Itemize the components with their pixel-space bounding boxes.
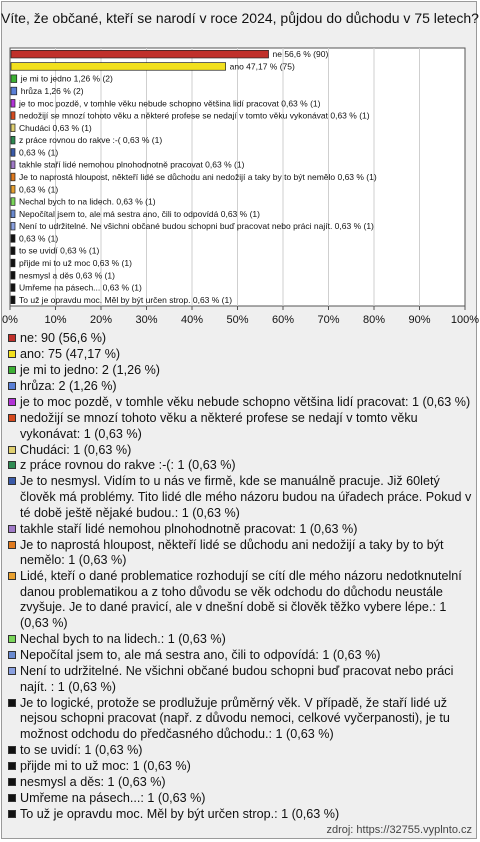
bar-label: to se uvidí 0,63 % (1) (19, 245, 100, 256)
bar (11, 210, 15, 218)
bar-label: Nechal bych to na lidech. 0,63 % (1) (19, 196, 156, 207)
bar-label: Nepočítal jsem to, ale má sestra ano, čili to odpovídá 0,63 % (1) (19, 208, 260, 219)
legend-swatch (8, 350, 16, 358)
bar-label: Umřeme na pásech... 0,63 % (1) (19, 282, 142, 293)
bar-label: je mi to jedno 1,26 % (2) (20, 73, 113, 84)
x-tick-label: 100% (450, 314, 480, 326)
legend-item (8, 538, 474, 569)
bar (11, 259, 15, 267)
legend-item (8, 458, 474, 474)
bar (11, 222, 15, 230)
bar-label: přijde mi to už moc 0,63 % (1) (19, 258, 132, 268)
x-tick-label: 70% (317, 314, 340, 326)
legend-item (8, 664, 474, 695)
bar (11, 247, 15, 255)
legend-swatch (8, 461, 16, 469)
x-tick-label: 20% (89, 314, 113, 326)
bar (11, 185, 15, 193)
legend-swatch (8, 414, 16, 422)
legend-item (8, 648, 474, 664)
bar (11, 99, 15, 107)
legend-swatch (8, 572, 16, 580)
legend-item (8, 363, 474, 379)
x-tick-label: 90% (408, 314, 431, 326)
bar (11, 161, 15, 169)
x-tick-label: 30% (135, 314, 158, 326)
legend-swatch (8, 762, 16, 770)
bar-label: Není to udržitelné. Ne všichni občané budou schopni buď pracovat nebo práci najít. 0,63 % (1) (19, 221, 374, 232)
legend-item (8, 569, 474, 631)
legend-item (8, 443, 474, 459)
bar-label: nedožijí se mnozí tohoto věku a některé profese se nedají v tomto věku vykonávat 0,63 % (1) (19, 110, 370, 121)
legend-label: Chudáci: 1 (0,63 %) (20, 442, 132, 457)
legend-label: Je to nesmysl. Vidím to u nás ve firmě, kde se manuálně pracuje. Již 60letý člověk má problémy. Tito lidé dle mého názoru budou na úřadech práce. Pokud v té době ještě nějaké budou.: 1 (0,63 %) (20, 474, 472, 520)
legend-swatch (8, 810, 16, 818)
bar (11, 173, 15, 181)
bar-label: ano 47,17 % (75) (229, 61, 295, 72)
bar-label: z práce rovnou do rakve :-( 0,63 % (1) (19, 135, 163, 146)
legend-swatch (8, 635, 16, 643)
legend-item (8, 696, 474, 743)
bar-label: 0,63 % (1) (19, 147, 59, 158)
legend-item (8, 474, 474, 521)
legend (8, 331, 474, 823)
legend-item (8, 759, 474, 775)
legend-swatch (8, 398, 16, 406)
chart-title: Víte, že občané, kteří se narodí v roce 2024, půjdou do důchodu v 75 letech? (1, 10, 479, 26)
legend-item (8, 632, 474, 648)
legend-label: nedožijí se mnozí tohoto věku a některé profese se nedají v tomto věku vykonávat: 1 (0,63 %) (20, 410, 418, 441)
bar (11, 284, 15, 292)
legend-swatch (8, 667, 16, 675)
x-tick-label: 10% (44, 314, 67, 326)
x-tick-label: 60% (271, 314, 295, 326)
legend-label: Je to naprostá hloupost, někteří lidé se důchodu ani nedožijí a taky by to být nemělo: 1 (0,63 %) (20, 537, 444, 568)
bar-label: To už je opravdu moc. Měl by být určen strop. 0,63 % (1) (19, 294, 233, 305)
legend-item (8, 743, 474, 759)
legend-swatch (8, 778, 16, 786)
legend-swatch (8, 366, 16, 374)
legend-label: To už je opravdu moc. Měl by být určen strop.: 1 (0,63 %) (20, 806, 340, 821)
legend-item (8, 379, 474, 395)
legend-label: takhle staří lidé nemohou plnohodnotně pracovat: 1 (0,63 %) (20, 521, 358, 536)
legend-item (8, 411, 474, 442)
legend-label: ne: 90 (56,6 %) (20, 331, 107, 345)
bar-label: je to moc pozdě, v tomhle věku nebude schopno většina lidí pracovat 0,63 % (1) (19, 98, 321, 109)
legend-label: přijde mi to už moc: 1 (0,63 %) (20, 758, 191, 773)
legend-swatch (8, 651, 16, 659)
bar (11, 75, 17, 83)
bar-label: ne 56,6 % (90) (272, 49, 329, 60)
bar (11, 63, 226, 71)
legend-item (8, 331, 474, 347)
legend-label: Nepočítal jsem to, ale má sestra ano, čili to odpovídá: 1 (0,63 %) (20, 647, 381, 662)
legend-label: to se uvidí: 1 (0,63 %) (20, 742, 143, 757)
legend-label: Lidé, kteří o dané problematice rozhodují se cítí dle mého názoru nedotknutelní danou problematikou a z toho důvodu se věk odchodu do důchodu neustále zvyšuje. Je to dané pravicí, ale v dnešní době si člověk těžko vybere lépe.: 1 (0,63 %) (20, 569, 462, 630)
legend-label: ano: 75 (47,17 %) (20, 346, 121, 361)
bar-plot (0, 0, 480, 330)
bar-label: 0,63 % (1) (19, 233, 59, 244)
x-tick-label: 50% (226, 314, 249, 326)
legend-label: Nechal bych to na lidech.: 1 (0,63 %) (20, 631, 226, 646)
legend-item (8, 791, 474, 807)
legend-item (8, 522, 474, 538)
bar (11, 136, 15, 144)
bar (11, 112, 15, 120)
bar-label: takhle staří lidé nemohou plnohodnotně pracovat 0,63 % (1) (19, 159, 245, 170)
x-tick-label: 40% (180, 314, 204, 326)
bar (11, 124, 15, 132)
legend-swatch (8, 525, 16, 533)
bar-label: nesmysl a děs 0,63 % (1) (19, 270, 115, 281)
legend-item (8, 347, 474, 363)
legend-label: nesmysl a děs: 1 (0,63 %) (20, 774, 166, 789)
legend-swatch (8, 746, 16, 754)
bar (11, 235, 15, 243)
legend-swatch (8, 446, 16, 454)
bar-label: hrůza 1,26 % (2) (20, 86, 84, 96)
x-tick-label: 0% (2, 314, 18, 326)
bar-label: Chudáci 0,63 % (1) (19, 122, 92, 133)
bar (11, 296, 15, 304)
legend-swatch (8, 699, 16, 707)
legend-label: z práce rovnou do rakve :-(: 1 (0,63 %) (20, 458, 236, 473)
bar (11, 271, 15, 279)
legend-label: Není to udržitelné. Ne všichni občané budou schopni buď pracovat nebo práci najít. : 1 (0,63 %) (20, 663, 454, 694)
bar-label: Je to naprostá hloupost, někteří lidé se důchodu ani nedožijí a taky by to být nemělo 0,63 % (1) (19, 172, 377, 182)
legend-item (8, 395, 474, 411)
legend-label: Je to logické, protože se prodlužuje průměrný věk. V případě, že staří lidé už nejsou schopni pracovat (např. z důvodu nemoci, celkové vyčerpanosti), je tu možnost odchodu do předčasného důchodu.: 1 (0,63 %) (20, 695, 450, 741)
legend-swatch (8, 541, 16, 549)
bar (11, 50, 269, 58)
legend-label: Umřeme na pásech...: 1 (0,63 %) (20, 790, 206, 805)
legend-swatch (8, 477, 16, 485)
source-credit: zdroj: https://32755.vyplnto.cz (326, 824, 472, 836)
bar (11, 198, 15, 206)
legend-swatch (8, 334, 16, 342)
legend-label: je to moc pozdě, v tomhle věku nebude schopno většina lidí pracovat: 1 (0,63 %) (20, 394, 471, 409)
legend-swatch (8, 794, 16, 802)
x-tick-label: 80% (362, 314, 386, 326)
legend-item (8, 807, 474, 823)
bar (11, 87, 17, 95)
legend-swatch (8, 382, 16, 390)
legend-label: hrůza: 2 (1,26 %) (20, 378, 117, 393)
bar-label: 0,63 % (1) (19, 184, 59, 195)
legend-item (8, 775, 474, 791)
bar (11, 149, 15, 157)
legend-label: je mi to jedno: 2 (1,26 %) (20, 362, 161, 377)
